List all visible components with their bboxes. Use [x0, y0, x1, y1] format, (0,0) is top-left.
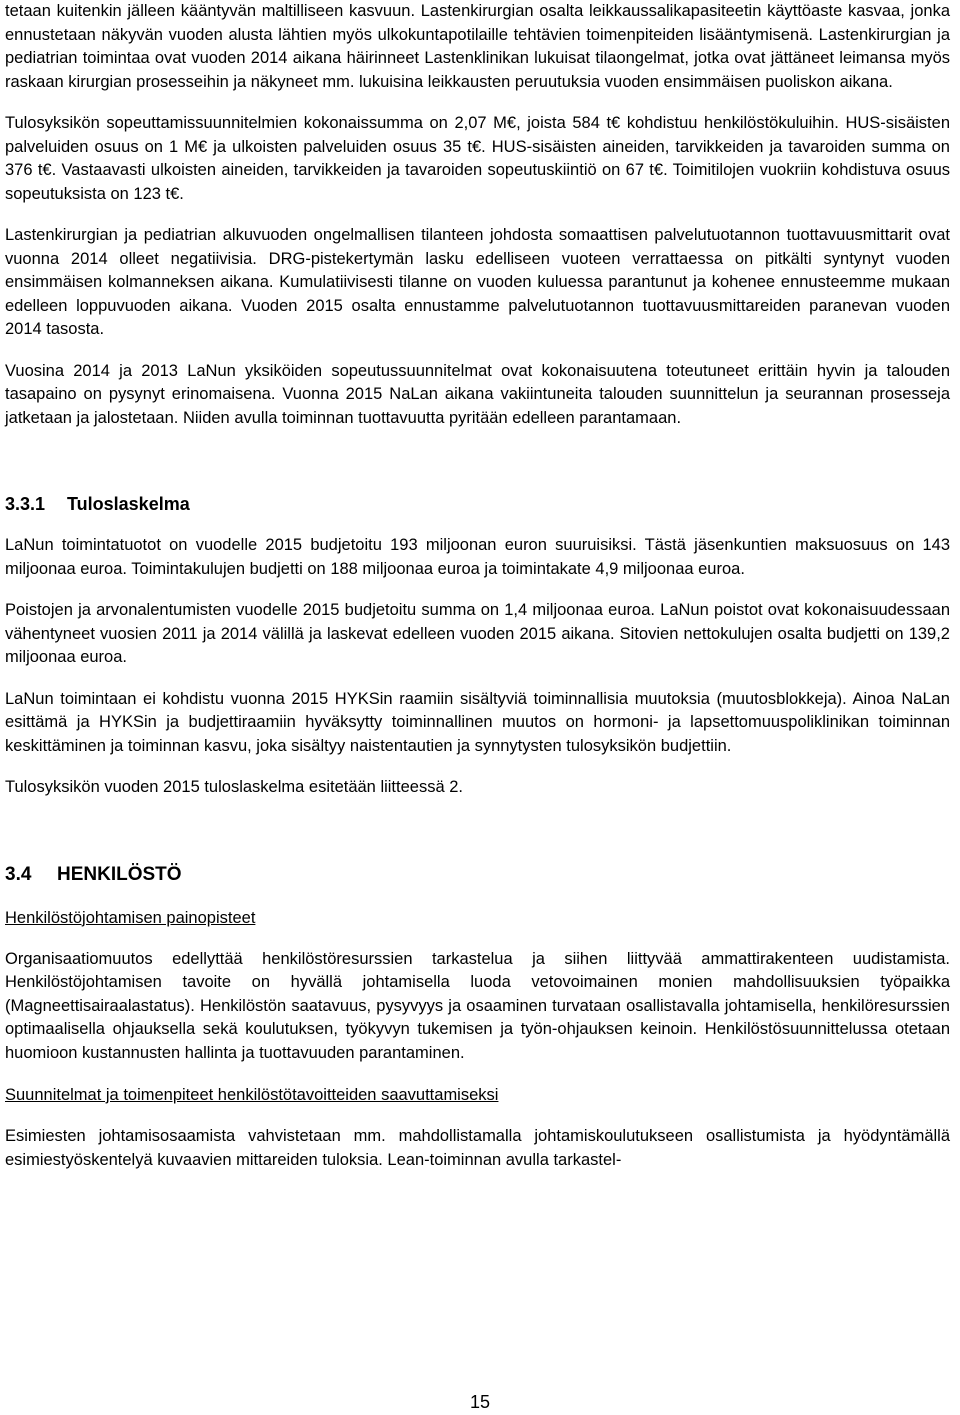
paragraph-management: Esimiesten johtamisosaamista vahvistetaan mm. mahdollistamalla johtamiskoulutukseen osallistumista ja hyödyntämällä esimiestyöskentelyä kuvaavien mittareiden tuloksia. Lean-toiminnan avulla tarkastel-	[5, 1127, 950, 1169]
section-heading-3-4	[5, 862, 950, 888]
section-number: 3.3.1	[5, 494, 46, 514]
document-page	[5, 0, 950, 1172]
paragraph-income: LaNun toimintatuotot on vuodelle 2015 budjetoitu 193 miljoonan euron suuruisiksi. Tästä jäsenkuntien maksuosuus on 143 miljoonaa euroa. Toimintakulujen budjetti on 188 miljoonaa euroa ja toimintakate 4,9 miljoonaa euroa.	[5, 536, 950, 578]
section-title: HENKILÖSTÖ	[57, 863, 182, 885]
subheading-plans: Suunnitelmat ja toimenpiteet henkilöstötavoitteiden saavuttamiseksi	[5, 1086, 499, 1104]
paragraph-hr-focus: Organisaatiomuutos edellyttää henkilöstöresurssien tarkastelua ja siihen liittyvää ammattirakenteen uudistamista. Henkilöstöjohtamisen tavoite on hyvällä johtamisella luoda vetovoimainen monien mahdollisuuksien työpaikka (Magneettisairaalastatus). Henkilöstön saatavuus, pysyvyys ja osaaminen turvataan osallistavalla johtamisella, henkilöresurssien optimaalisella ohjauksella sekä koulutuksen, työkyvyn tukemisen ja työn-ohjauksen keinoin. Henkilöstösuunnittelussa otetaan huomioon kustannusten hallinta ja tuottavuuden parantaminen.	[5, 949, 950, 1062]
subheading-focus: Henkilöstöjohtamisen painopisteet	[5, 908, 256, 927]
paragraph-balance: Vuosina 2014 ja 2013 LaNun yksiköiden sopeutussuunnitelmat ovat kokonaisuutena toteutuneet erittäin hyvin ja talouden tasapaino on pysynyt erinomaisena. Vuonna 2015 NaLan aikana vakiintuneita talouden suunnittelun ja seurannan prosesseja jatketaan ja jalostetaan. Niiden avulla toiminnan tuottavuutta pyritään edelleen parantamaan.	[5, 361, 950, 427]
section-title: Tuloslaskelma	[67, 494, 190, 514]
paragraph-appendix: Tulosyksikön vuoden 2015 tuloslaskelma esitetään liitteessä 2.	[5, 778, 463, 796]
paragraph-adjustment-plans: Tulosyksikön sopeuttamissuunnitelmien kokonaissumma on 2,07 M€, joista 584 t€ kohdistuu henkilöstökuluihin. HUS-sisäisten palveluiden osuus on 1 M€ ja ulkoisten palveluiden osuus 35 t€. HUS-sisäisten aineiden, tarvikkeiden ja tavaroiden summa on 376 t€. Vastaavasti ulkoisten aineiden, tarvikkeiden ja tavaroiden sopeutuskiintiö on 67 t€. Toimitilojen vuokriin kohdistuva osuus sopeutuksista on 123 t€.	[5, 114, 950, 203]
section-heading-3-3-1	[5, 492, 950, 516]
section-number: 3.4	[5, 863, 32, 885]
paragraph-productivity: Lastenkirurgian ja pediatrian alkuvuoden ongelmallisen tilanteen johdosta somaattisen palvelutuotannon tuottavuusmittarit ovat vuonna 2014 olleet negatiivisia. DRG-pistekertymän lasku edelliseen vuoteen verrattaessa on pitkälti syntynyt vuoden ensimmäisen kolmanneksen aikana. Kumulatiivisesti tilanne on vuoden kuluessa parantunut ja kohenee ennusteemme mukaan edelleen loppuvuoden aikana. Vuoden 2015 osalta ennustamme palvelutuotannon tuottavuusmittareiden paranevan vuoden 2014 tasosta.	[5, 226, 950, 338]
page-number: 15	[469, 1392, 491, 1412]
paragraph-intro: tetaan kuitenkin jälleen kääntyvän maltilliseen kasvuun. Lastenkirurgian osalta leikkaussalikapasiteetin käyttöaste kasvaa, jonka ennustetaan näkyvän vuoden alusta lähtien myös ulkokuntapotilaille tehtävien toimenpiteiden lisääntymisenä. Lastenkirurgian ja pediatrian toimintaa ovat vuoden 2014 aikana häirinneet Lastenklinikan lukuisat tilaongelmat, jotka ovat jättäneet leimansa myös raskaan kirurgian prosesseihin ja näkyneet mm. lukuisina leikkausten peruutuksia vuoden ensimmäisen puoliskon aikana.	[5, 2, 950, 91]
paragraph-changes: LaNun toimintaan ei kohdistu vuonna 2015 HYKSin raamiin sisältyviä toiminnallisia muutoksia (muutosblokkeja). Ainoa NaLan esittämä ja HYKSin ja budjettiraamiin hyväksytty toiminnallinen muutos on hormoni- ja lapsettomuuspoliklinikan toiminnan keskittäminen ja toiminnan kasvu, joka sisältyy naistentautien ja synnytysten tulosyksikön budjettiin.	[5, 689, 950, 755]
paragraph-depreciation: Poistojen ja arvonalentumisten vuodelle 2015 budjetoitu summa on 1,4 miljoonaa euroa. LaNun poistot ovat kokonaisuudessaan vähentyneet vuosien 2011 ja 2014 välillä ja laskevat edelleen vuoden 2015 aikana. Sitovien nettokulujen osalta budjetti on 139,2 miljoonaa euroa.	[5, 601, 950, 666]
